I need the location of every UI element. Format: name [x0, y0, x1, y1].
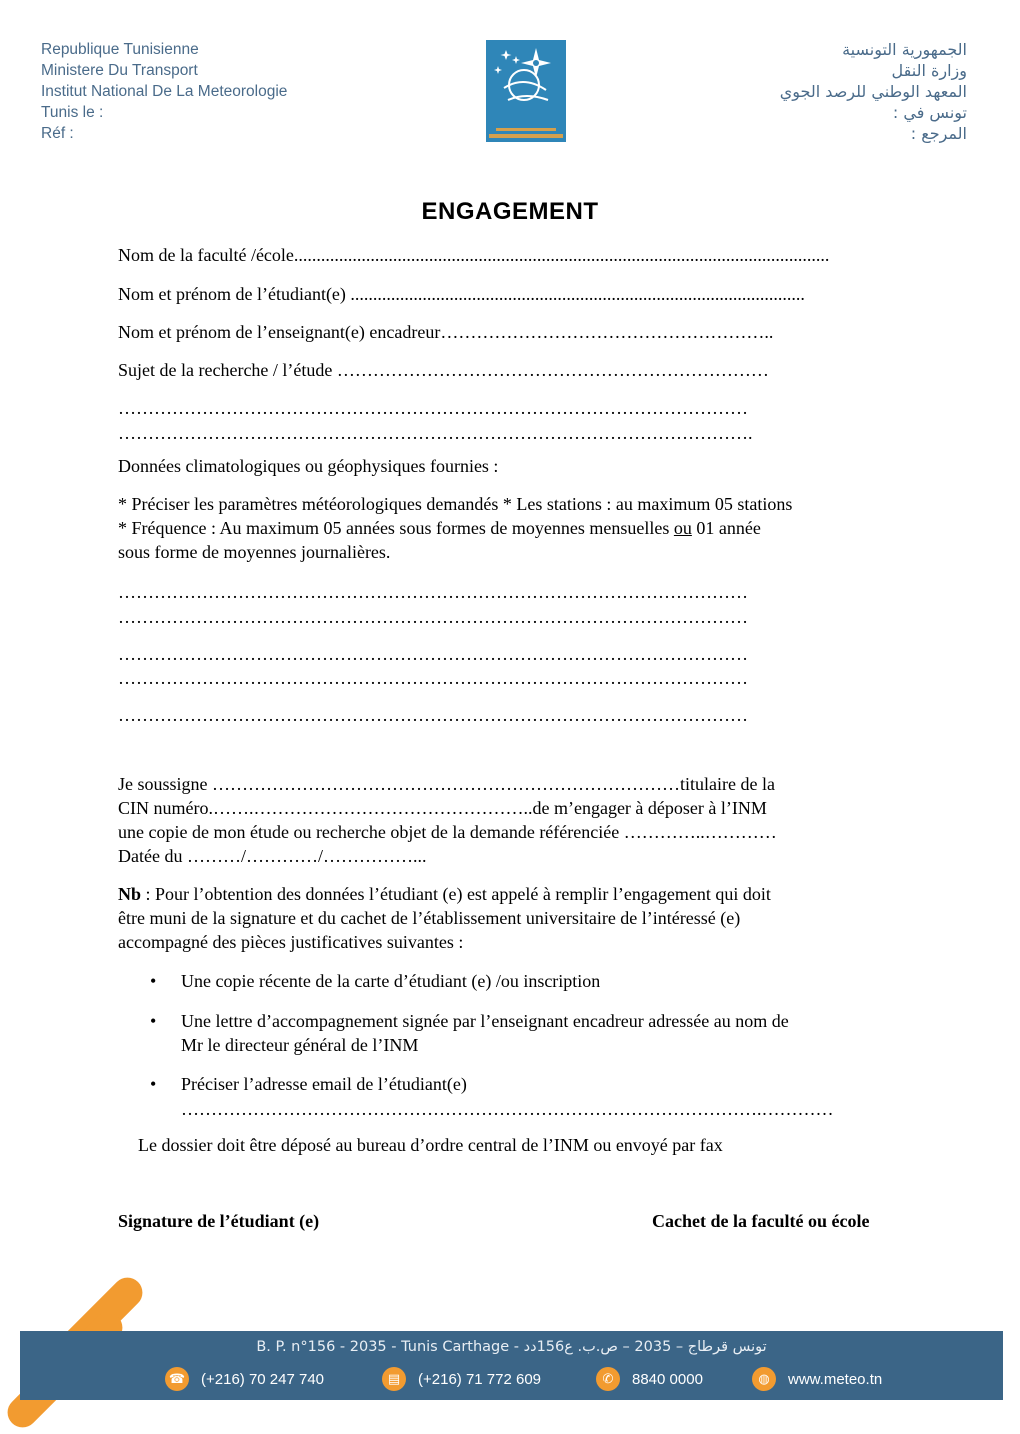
nb-line-3: accompagné des pièces justificatives suivantes : [118, 932, 464, 952]
bullet-item-3-line-1: Préciser l’adresse email de l’étudiant(e) [181, 1074, 467, 1094]
field-sujet: Sujet de la recherche / l’étude ……………………………………………………………… [118, 360, 769, 380]
soussigne-line-3: une copie de mon étude ou recherche objet de la demande référenciée …………..………… [118, 822, 777, 842]
bullet-dot: • [150, 1074, 157, 1094]
bullet-item-3-line-2: …………………………………………………………………………………….………… [181, 1099, 834, 1119]
bullet-item-2-line-2: Mr le directeur général de l’INM [181, 1035, 419, 1055]
soussigne-line-4: Datée du ………/…………/……………... [118, 846, 427, 866]
precision-line-2b: 01 année [691, 518, 761, 538]
dotted-line: …………………………………………………………………………………………… [118, 668, 748, 688]
precision-line-2 [118, 518, 761, 539]
nb-text-1: : Pour l’obtention des données l’étudiant (e) est appelé à remplir l’engagement qui doit [141, 884, 771, 904]
header-left-line: Réf : [41, 125, 74, 142]
header-right-line: المرجع : [910, 124, 967, 143]
footer-phone [165, 1365, 324, 1393]
footer-band [20, 1331, 1003, 1400]
nb-line-1 [118, 884, 771, 905]
footer-website-url[interactable]: www.meteo.tn [788, 1370, 883, 1388]
precision-line-2a: * Fréquence : Au maximum 05 années sous formes de moyennes mensuelles [118, 518, 674, 538]
header-left-block [41, 39, 287, 144]
soussigne-line-1: Je soussigne ……………………………………………………………………titulaire de la [118, 774, 775, 794]
header-left-line: Tunis le : [41, 104, 104, 121]
dotted-line: …………………………………………………………………………………………… [118, 705, 748, 725]
bullet-dot: • [150, 971, 157, 991]
header-right-line: المعهد الوطني للرصد الجوي [779, 82, 967, 101]
header-left-line: Institut National De La Meteorologie [41, 83, 288, 100]
fax-icon: ▤ [382, 1367, 406, 1391]
dotted-line: …………………………………………………………………………………………… [118, 582, 748, 602]
header-right-line: الجمهورية التونسية [842, 40, 967, 59]
bullet-item-1: Une copie récente de la carte d’étudiant (e) /ou inscription [181, 971, 601, 991]
dossier-note: Le dossier doit être déposé au bureau d’ordre central de l’INM ou envoyé par fax [138, 1135, 723, 1155]
footer-green-number [596, 1365, 703, 1393]
dotted-line: …………………………………………………………………………………………… [118, 607, 748, 627]
header-right-line: تونس في : [892, 103, 967, 122]
bullet-dot: • [150, 1011, 157, 1031]
inm-logo-emblem [486, 40, 566, 120]
logo-french-caption-line [489, 134, 563, 138]
signature-etudiant-label: Signature de l’étudiant (e) [118, 1211, 320, 1231]
precision-ou-underlined: ou [673, 518, 692, 538]
field-sujet-line-3: ……………………………………………………………………………………………. [118, 423, 753, 443]
footer-green-number-value: 8840 0000 [632, 1370, 703, 1388]
header-right-block [780, 39, 967, 144]
cachet-faculte-label: Cachet de la faculté ou école [652, 1211, 870, 1231]
field-etudiant: Nom et prénom de l’étudiant(e) ..................................................................................................... [118, 284, 805, 304]
bullet-item-2-line-1: Une lettre d’accompagnement signée par l’enseignant encadreur adressée au nom de [181, 1011, 789, 1031]
precision-line-1: * Préciser les paramètres météorologiques demandés * Les stations : au maximum 05 stations [118, 494, 793, 514]
header-right-line: وزارة النقل [891, 61, 967, 80]
footer-fax-number: (+216) 71 772 609 [418, 1370, 542, 1388]
footer-website[interactable] [752, 1365, 882, 1393]
field-faculte: Nom de la faculté /école....................................................................................................................... [118, 245, 830, 265]
field-sujet-line-2: …………………………………………………………………………………………… [118, 398, 748, 418]
soussigne-line-2: CIN numéro.…….………………………………………..de m’engager à déposer à l’INM [118, 798, 767, 818]
inm-logo [486, 40, 566, 142]
dotted-line: …………………………………………………………………………………………… [118, 644, 748, 664]
header-left-line: Ministere Du Transport [41, 62, 198, 79]
footer-address: B. P. n°156 - 2035 - Tunis Carthage - تونس قرطاج – 2035 – ص.ب. ع156دد [256, 1339, 767, 1355]
logo-arabic-caption-line [496, 128, 556, 131]
nb-line-2: être muni de la signature et du cachet de l’établissement universitaire de l’intéressé (e) [118, 908, 741, 928]
phone-icon: ☎ [165, 1367, 189, 1391]
header-left-line: Republique Tunisienne [41, 41, 199, 58]
nb-label: Nb [118, 884, 142, 904]
globe-icon: ◍ [752, 1367, 776, 1391]
footer-fax [382, 1365, 541, 1393]
donnees-label: Données climatologiques ou géophysiques fournies : [118, 456, 499, 476]
field-encadreur: Nom et prénom de l’enseignant(e) encadreur……………………………………………….. [118, 322, 774, 342]
speech-bubble-icon: ✆ [596, 1367, 620, 1391]
page-title: ENGAGEMENT [421, 198, 599, 225]
precision-line-3: sous forme de moyennes journalières. [118, 542, 391, 562]
footer-phone-number: (+216) 70 247 740 [201, 1370, 325, 1388]
